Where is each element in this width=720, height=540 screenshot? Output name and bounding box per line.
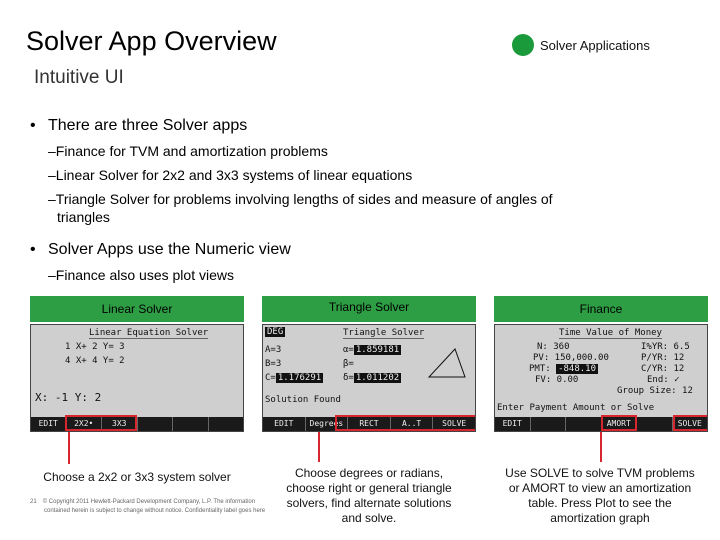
footer-line: contained herein is subject to change without notice. Confidentiality label goes here: [44, 508, 266, 514]
callout-line: [68, 432, 70, 464]
highlight-box: [673, 415, 708, 431]
tvm-field: PV: 150,000.00: [533, 353, 609, 363]
softkey-rect[interactable]: RECT: [348, 417, 391, 431]
sub-bullet-continuation: triangles: [57, 209, 110, 225]
footer-line: 21 © Copyright 2011 Hewlett-Packard Development Company, L.P. The information: [30, 499, 256, 505]
softkey-empty[interactable]: [637, 417, 673, 431]
tvm-field: C/YR: 12: [641, 364, 685, 374]
sub-bullet: –Finance also uses plot views: [48, 267, 234, 283]
calculator-screen: [494, 324, 708, 432]
softkey-empty[interactable]: [566, 417, 602, 431]
highlight-box: [601, 415, 637, 431]
triangle-diagram-icon: [425, 343, 473, 383]
angle-field: δ= 1.011202: [343, 373, 400, 383]
screen-title: Triangle Solver: [343, 328, 425, 338]
angle-field: α= 1.859181: [343, 345, 400, 355]
softkey-empty[interactable]: [138, 417, 174, 431]
equation-row: 4 X+ 4 Y= 2: [65, 356, 125, 366]
panel-header: Linear Solver: [30, 296, 244, 322]
footer: [30, 498, 265, 516]
highlight-box: [335, 415, 476, 431]
callout-line: [600, 432, 602, 462]
panel-header: Triangle Solver: [262, 296, 476, 322]
screen-title: Time Value of Money: [559, 328, 662, 338]
tvm-field: N: 360: [537, 342, 570, 352]
page-title: Solver App Overview: [26, 26, 277, 56]
bullet-text: Solver Apps use the Numeric view: [48, 241, 291, 258]
subtitle: Intuitive UI: [34, 67, 124, 88]
calculator-screen: [262, 324, 476, 432]
result-line: X: -1 Y: 2: [35, 391, 102, 404]
tvm-field: Group Size: 12: [617, 386, 693, 396]
softkey-bar: [31, 417, 243, 431]
angle-mode: DEG: [267, 327, 284, 337]
brand-dot-icon: [512, 34, 534, 56]
screen-title: Linear Equation Solver: [89, 328, 209, 338]
softkey-2x2[interactable]: 2X2•: [67, 417, 103, 431]
softkey-amort[interactable]: AMORT: [602, 417, 638, 431]
softkey-degrees[interactable]: Degrees: [306, 417, 349, 431]
bullet-list: [30, 116, 680, 284]
sub-bullet: –Linear Solver for 2x2 and 3x3 systems of linear equations: [48, 167, 413, 183]
finance-caption: Use SOLVE to solve TVM problems or AMORT to view an amortization table. Press Plot to see the amortization graph: [505, 466, 695, 525]
triangle-caption: Choose degrees or radians, choose right or general triangle solvers, find alternate solutions and solve.: [286, 466, 452, 525]
side-field: A=3: [265, 345, 282, 355]
softkey-alt[interactable]: A..T: [391, 417, 434, 431]
triangle-solver-panel: [262, 296, 476, 428]
bullet-item: [30, 116, 680, 136]
tvm-field: FV: 0.00: [535, 375, 579, 385]
prompt-line: Enter Payment Amount or Solve: [497, 403, 655, 413]
slide-number: 21: [30, 499, 37, 505]
side-field: B=3: [265, 359, 282, 369]
softkey-empty[interactable]: [531, 417, 567, 431]
status-line: Solution Found: [265, 395, 341, 405]
tvm-field: I%YR: 6.5: [641, 342, 690, 352]
equation-row: 1 X+ 2 Y= 3: [65, 342, 125, 352]
sub-bullet: –Finance for TVM and amortization problems: [48, 143, 328, 159]
linear-solver-panel: [30, 296, 244, 428]
finance-panel: [494, 296, 708, 428]
softkey-empty[interactable]: [173, 417, 209, 431]
softkey-edit[interactable]: EDIT: [495, 417, 531, 431]
tvm-field: PMT: -848.10: [529, 364, 597, 374]
panel-header: Finance: [494, 296, 708, 322]
bullet-dot-icon: •: [30, 117, 36, 134]
calculator-screen: [30, 324, 244, 432]
softkey-solve[interactable]: SOLVE: [442, 419, 467, 428]
bullet-dot-icon: •: [30, 241, 36, 258]
bullet-text: There are three Solver apps: [48, 117, 248, 134]
angle-field: β=: [343, 359, 354, 369]
tvm-field: P/YR: 12: [641, 353, 685, 363]
softkey-edit[interactable]: EDIT: [263, 417, 306, 431]
brand-label: Solver Applications: [540, 37, 650, 53]
linear-caption: Choose a 2x2 or 3x3 system solver: [43, 470, 231, 484]
softkey-solve[interactable]: SOLVE: [677, 419, 702, 428]
softkey-edit[interactable]: EDIT: [31, 417, 67, 431]
side-field: C= 1.176291: [265, 373, 322, 383]
sub-bullet: –Triangle Solver for problems involving lengths of sides and measure of angles of: [48, 191, 553, 207]
bullet-item: [30, 240, 680, 260]
highlight-box: [65, 415, 137, 431]
callout-line: [318, 432, 320, 462]
softkey-empty[interactable]: [209, 417, 244, 431]
brand-tag: [512, 34, 650, 56]
tvm-field: End: ✓: [647, 375, 680, 385]
softkey-3x3[interactable]: 3X3: [102, 417, 138, 431]
